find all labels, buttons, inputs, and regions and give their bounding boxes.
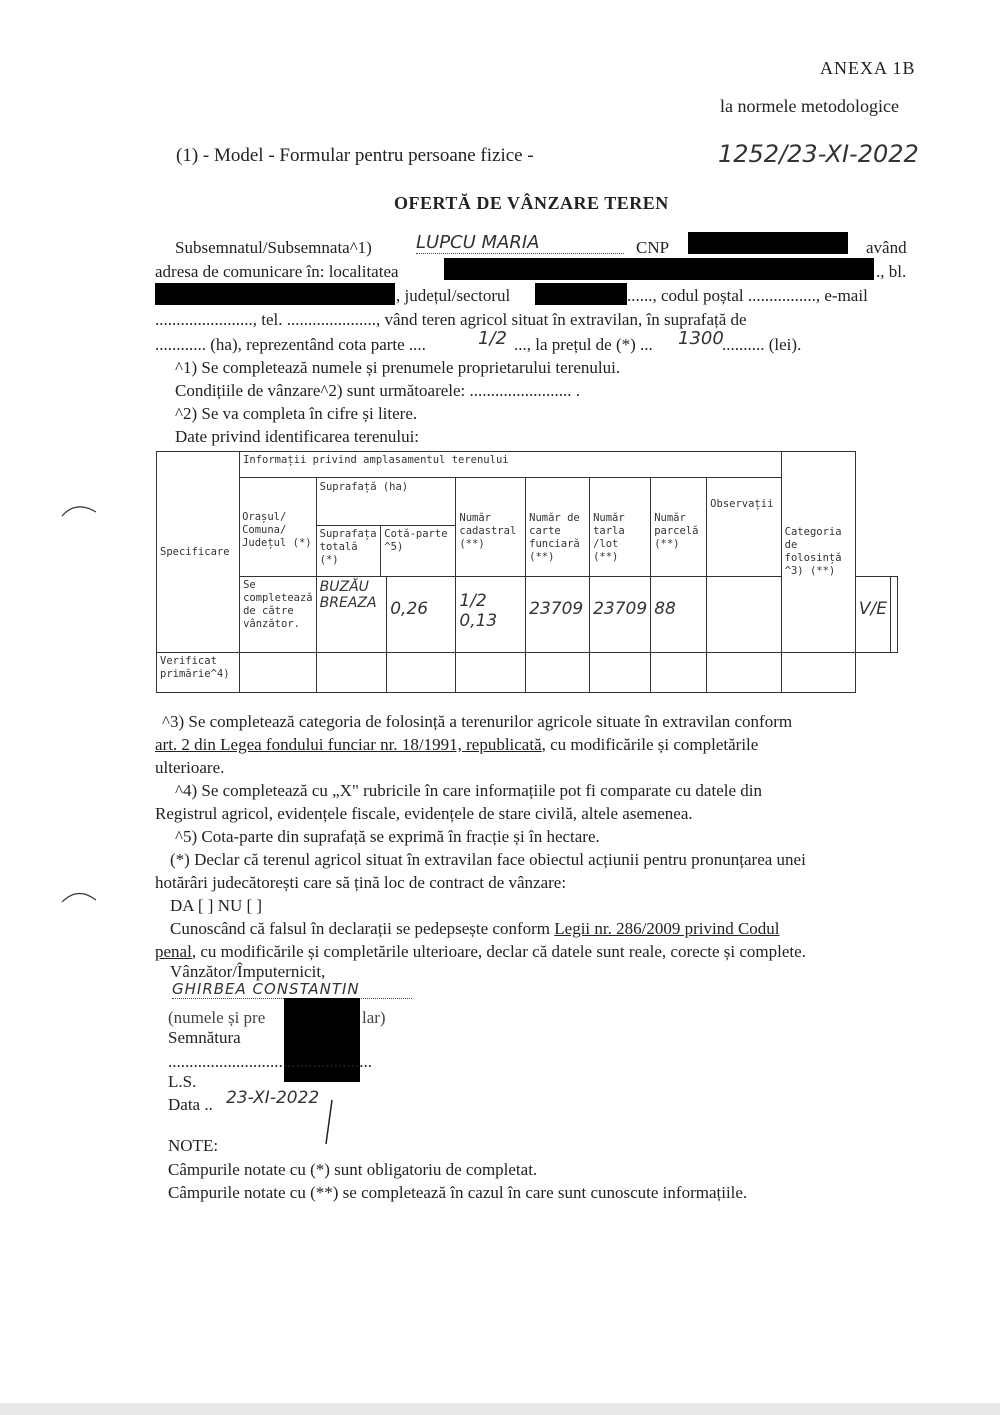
identification-heading: Date privind identificarea terenului: [175,427,420,446]
share-handwritten: 1/2 [478,328,507,349]
sale-conditions: Condițiile de vânzare^2) sunt următoarele: ........................ . [175,381,581,400]
land-identification-table [156,451,898,693]
header-specificare: Specificare [157,452,240,653]
row-seller-cadastral: 23709 [526,577,590,653]
notes-title: NOTE: [168,1136,219,1155]
body-line-3a: , județul/sectorul [396,286,511,305]
header-suprafata: Suprafață (ha) [317,478,456,526]
annex-label: ANEXA 1B [820,58,916,78]
body-line-1c: având [866,238,907,257]
redaction-street [155,283,395,305]
body-line-4: ......................., tel. ....................., vând teren agricol situat în extravilan, în suprafață de [155,310,747,329]
name-hint-b: lar) [362,1008,386,1027]
law-link-286-2009[interactable]: Legii nr. 286/2009 privind Codul [554,919,780,938]
row-seller-tarla: 88 [651,577,707,653]
row-seller-parcela [707,577,781,653]
note-5: ^5) Cota-parte din suprafață se exprimă în fracție și în hectare. [175,827,600,846]
body-line-5b: ..., la prețul de (*) ... [514,335,653,354]
header-categoria: Categoria de folosință ^3) (**) [781,452,855,653]
note-4-line-2: Registrul agricol, evidențele fiscale, evidențele de stare civilă, altele asemenea. [155,804,693,823]
row-seller-suprafata: 0,26 [387,577,456,653]
signature-label: Semnătura [168,1028,241,1047]
note-2: ^2) Se va completa în cifre și litere. [175,404,418,423]
row-verificat-cell [456,653,526,693]
declaration-line-1: (*) Declar că terenul agricol situat în extravilan face obiectul acțiunii pentru pronunțarea unei [170,850,806,869]
notes-required: Câmpurile notate cu (*) sunt obligatoriu de completat. [168,1160,538,1179]
row-verificat-cell [781,653,855,693]
body-line-2a: adresa de comunicare în: localitatea [155,262,399,281]
row-verificat-cell [526,653,590,693]
row-seller-observatii [891,577,898,653]
body-line-5a: ............ (ha), reprezentând cota parte .... [155,335,426,354]
da-nu-checkboxes[interactable]: DA [ ] NU [ ] [170,896,263,915]
seller-name: LUPCU MARIA [416,232,624,254]
note-3-line-1: ^3) Se completează categoria de folosință a terenurilor agricole situate în extravilan conform [162,712,793,731]
note-4-line-1: ^4) Se completează cu „X" rubricile în care informațiile pot fi comparate cu datele din [175,781,762,800]
header-location: Informații privind amplasamentul terenului [240,452,782,478]
header-tarla: Număr tarla /lot (**) [590,478,651,577]
punch-mark-bottom [60,886,100,908]
redaction-cnp [688,232,848,254]
redaction-county [535,283,627,305]
body-line-1b: CNP [636,238,670,257]
body-line-2b: ., bl. [876,262,907,281]
annex-subtitle: la normele metodologice [720,96,899,116]
body-line-5c: .......... (lei). [722,335,802,354]
header-cota-parte: Cotă-parte ^5) [384,528,448,553]
row-verificat-cell [316,653,387,693]
row-verificat-cell [240,653,317,693]
row-seller-categoria: V/E [855,577,890,653]
note-3-line-2: art. 2 din Legea fondului funciar nr. 18/1991, republicată, cu modificările și completările [155,735,759,754]
registration-number: 1252/23-XI-2022 [718,140,919,168]
ls-label: L.S. [168,1072,197,1091]
seller-name-handwritten: GHIRBEA CONSTANTIN [172,980,412,999]
row-verificat-cell [707,653,781,693]
signature-dots: ................................................ [168,1052,372,1071]
row-verificat-label: Verificat primărie^4) [157,653,240,693]
header-oras-cell [240,478,317,577]
note-1: ^1) Se completează numele și prenumele proprietarului terenului. [175,358,621,377]
row-verificat-cell [590,653,651,693]
header-parcela: Număr parcelă (**) [651,478,707,577]
seller-label: Vânzător/Împuternicit, [170,962,326,981]
law-link-penal[interactable]: penal [155,942,192,961]
row-seller-cota: 1/2 0,13 [456,577,526,653]
body-line-1a: Subsemnatul/Subsemnata^1) [175,238,372,257]
false-declaration-line-1: Cunoscând că falsul în declarații se pedepsește conform Legii nr. 286/2009 privind Codul [170,919,780,938]
redaction-address [444,258,874,280]
notes-optional: Câmpurile notate cu (**) se completează în cazul în care sunt cunoscute informațiile. [168,1183,748,1202]
row-seller-label: Se completează de către vânzător. [240,577,317,653]
model-label: (1) - Model - Formular pentru persoane fizice - [176,145,534,166]
header-oras: Orașul/ Comuna/ Județul (*) [242,511,312,549]
row-seller-carte: 23709 [590,577,651,653]
date-handwritten: 23-XI-2022 [226,1088,320,1108]
row-verificat-cell [651,653,707,693]
name-hint-a: (numele și pre [168,1008,266,1027]
signature-stroke [320,1098,340,1148]
header-cadastral: Număr cadastral (**) [456,478,526,577]
note-3-line-3: ulterioare. [155,758,225,777]
row-seller-oras: BUZĂU BREAZA [316,577,387,653]
header-suprafata-group [316,478,456,577]
declaration-line-2: hotărâri judecătorești care să țină loc de contract de vânzare: [155,873,567,892]
price-handwritten: 1300 [678,328,724,349]
header-carte-funciara: Număr de carte funciară (**) [526,478,590,577]
date-label: Data .. [168,1095,213,1114]
header-observatii: Observații [707,478,781,577]
scan-edge [0,1403,1000,1415]
row-verificat-cell [387,653,456,693]
law-link-18-1991[interactable]: art. 2 din Legea fondului funciar nr. 18/1991, republicată [155,735,542,754]
header-suprafata-totala: Suprafața totală (*) [317,526,382,576]
body-line-3b: ......, codul poștal ................, e-mail [627,286,868,305]
document-title: OFERTĂ DE VÂNZARE TEREN [394,193,669,213]
punch-mark-top [60,498,100,520]
false-declaration-line-2: penal, cu modificările și completările ulterioare, declar că datele sunt reale, corecte și complete. [155,942,806,961]
